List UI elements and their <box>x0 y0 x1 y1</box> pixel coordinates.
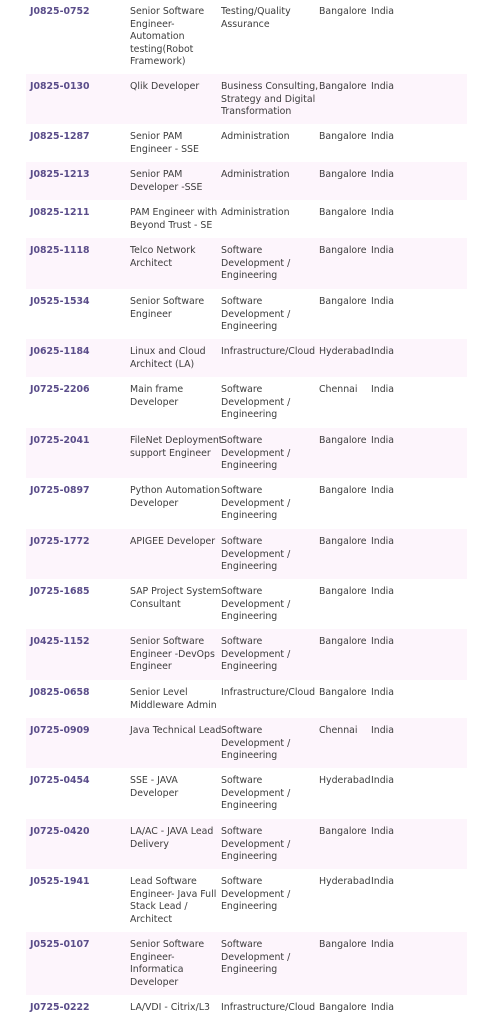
job-title <box>130 586 221 611</box>
job-id-link[interactable]: J0725-2041 <box>30 435 90 446</box>
job-category-line: Software <box>221 725 263 736</box>
job-id-link[interactable]: J0825-1118 <box>30 245 90 256</box>
table-row[interactable] <box>26 124 467 162</box>
job-title-line: Linux and Cloud <box>130 346 206 357</box>
table-row[interactable] <box>26 162 467 200</box>
job-title <box>130 876 216 926</box>
job-title-line: LA/AC - JAVA Lead <box>130 826 214 837</box>
job-category-line: Engineering <box>221 851 278 863</box>
table-row[interactable] <box>26 995 467 1024</box>
job-title-line: Engineer- <box>130 951 175 963</box>
job-id-link[interactable]: J0825-1213 <box>30 169 90 180</box>
job-category-line: Engineering <box>221 901 278 913</box>
job-city: Bangalore <box>319 636 367 647</box>
job-title-line: Java Technical Lead <box>130 725 222 736</box>
job-title-line: SSE - JAVA <box>130 775 178 786</box>
job-country: India <box>371 6 395 17</box>
job-title <box>130 346 206 371</box>
job-category <box>221 485 290 523</box>
job-country: India <box>371 207 395 218</box>
job-title-line: Engineer - SSE <box>130 143 199 155</box>
job-title-line: Qlik Developer <box>130 81 200 92</box>
table-row[interactable] <box>26 238 467 289</box>
job-title-line: Consultant <box>130 598 181 610</box>
job-category <box>221 435 290 473</box>
table-row[interactable] <box>26 932 467 995</box>
job-id-link[interactable]: J0725-0909 <box>30 725 90 736</box>
job-category-line: Development / <box>221 787 291 799</box>
table-row[interactable] <box>26 768 467 819</box>
job-title-line: PAM Engineer with <box>130 207 218 218</box>
job-category <box>221 296 290 334</box>
job-category-line: Engineering <box>221 964 278 976</box>
job-title <box>130 536 215 549</box>
job-title-line: Informatica <box>130 964 184 976</box>
job-title-line: Senior PAM <box>130 131 183 142</box>
job-title-line: Beyond Trust - SE <box>130 219 213 231</box>
job-id-link[interactable]: J0725-1685 <box>30 586 90 597</box>
job-category <box>221 687 315 700</box>
job-country: India <box>371 536 395 547</box>
job-title <box>130 826 213 851</box>
job-category-line: Development / <box>221 951 291 963</box>
job-title <box>130 245 196 270</box>
job-title-line: Delivery <box>130 838 169 850</box>
job-id-link[interactable]: J0825-0658 <box>30 687 90 698</box>
job-city: Bangalore <box>319 6 367 17</box>
table-row[interactable] <box>26 869 467 932</box>
table-row[interactable] <box>26 377 467 428</box>
job-title-line: Stack Lead / <box>130 901 188 913</box>
job-city: Bangalore <box>319 245 367 256</box>
job-category-line: Software <box>221 826 263 837</box>
job-city: Bangalore <box>319 131 367 142</box>
job-city: Bangalore <box>319 536 367 547</box>
job-city: Bangalore <box>319 81 367 92</box>
job-title <box>130 296 204 321</box>
job-category-line: Development / <box>221 257 291 269</box>
job-category-line: Software <box>221 939 263 950</box>
table-row[interactable] <box>26 680 467 718</box>
job-id-link[interactable]: J0825-1287 <box>30 131 90 142</box>
job-id-link[interactable]: J0625-1184 <box>30 346 90 357</box>
job-title-line: Senior PAM <box>130 169 183 180</box>
job-country: India <box>371 81 395 92</box>
job-country: India <box>371 876 395 887</box>
job-title-line: Python Automation <box>130 485 221 496</box>
job-id-link[interactable]: J0725-1772 <box>30 536 90 547</box>
job-country: India <box>371 131 395 142</box>
job-category-line: Software <box>221 636 263 647</box>
job-title <box>130 169 202 194</box>
job-category-line: Administration <box>221 207 290 218</box>
job-category <box>221 939 290 977</box>
job-city: Bangalore <box>319 687 367 698</box>
job-category-line: Software <box>221 296 263 307</box>
table-row[interactable] <box>26 200 467 238</box>
job-title <box>130 687 217 712</box>
job-category <box>221 81 318 119</box>
job-title <box>130 207 217 232</box>
job-category <box>221 1002 315 1015</box>
job-title-line: Senior Software <box>130 636 205 647</box>
table-row[interactable] <box>26 819 467 869</box>
job-id-link[interactable]: J0825-0752 <box>30 6 90 17</box>
job-category <box>221 586 290 624</box>
job-title-line: Engineer <box>130 308 172 320</box>
job-category-line: Development / <box>221 548 291 560</box>
job-title-line: Senior Software <box>130 6 205 17</box>
job-category-line: Software <box>221 435 263 446</box>
job-title-line: Telco Network <box>130 245 196 256</box>
job-city: Hyderabad <box>319 876 371 887</box>
job-category-line: Engineering <box>221 270 278 282</box>
job-city: Hyderabad <box>319 775 371 786</box>
job-country: India <box>371 687 395 698</box>
job-city: Chennai <box>319 384 358 395</box>
job-title <box>130 81 199 94</box>
job-country: India <box>371 826 395 837</box>
job-title <box>130 725 221 738</box>
job-category-line: Software <box>221 536 263 547</box>
job-category-line: Development / <box>221 598 291 610</box>
job-country: India <box>371 775 395 786</box>
job-category-line: Software <box>221 384 263 395</box>
table-row[interactable] <box>26 0 467 74</box>
job-title-line: Main frame <box>130 384 184 395</box>
table-row[interactable] <box>26 289 467 339</box>
job-title-line: Automation <box>130 31 185 43</box>
job-city: Bangalore <box>319 939 367 950</box>
job-category-line: Software <box>221 485 263 496</box>
job-category <box>221 245 290 283</box>
job-city: Bangalore <box>319 485 367 496</box>
job-id-link[interactable]: J0525-1941 <box>30 876 90 887</box>
job-title-line: Developer <box>130 396 179 408</box>
job-category-line: Development / <box>221 447 291 459</box>
job-city: Bangalore <box>319 1002 367 1013</box>
job-id-link[interactable]: J0825-0130 <box>30 81 90 92</box>
job-country: India <box>371 384 395 395</box>
job-title <box>130 939 204 989</box>
job-country: India <box>371 586 395 597</box>
job-country: India <box>371 296 395 307</box>
job-title-line: Engineer -DevOps <box>130 648 215 660</box>
job-title-line: Senior Software <box>130 939 205 950</box>
job-city: Bangalore <box>319 435 367 446</box>
table-row[interactable] <box>26 529 467 579</box>
job-category-line: Development / <box>221 888 291 900</box>
job-city: Chennai <box>319 725 358 736</box>
job-category <box>221 131 290 144</box>
job-category-line: Engineering <box>221 409 278 421</box>
table-row[interactable] <box>26 579 467 629</box>
job-title <box>130 6 204 69</box>
job-category <box>221 169 290 182</box>
job-country: India <box>371 346 395 357</box>
job-city: Bangalore <box>319 207 367 218</box>
table-row[interactable] <box>26 74 467 124</box>
job-title-line: Engineer <box>130 661 172 673</box>
job-country: India <box>371 939 395 950</box>
job-country: India <box>371 636 395 647</box>
job-city: Bangalore <box>319 826 367 837</box>
job-title-line: Engineer- Java Full <box>130 888 217 900</box>
job-category <box>221 725 290 763</box>
job-id-link[interactable]: J0525-0107 <box>30 939 90 950</box>
job-category-line: Software <box>221 775 263 786</box>
job-category-line: Software <box>221 876 263 887</box>
job-country: India <box>371 1002 395 1013</box>
job-category-line: Development / <box>221 838 291 850</box>
job-title-line: Architect <box>130 913 173 925</box>
job-category-line: Strategy and Digital <box>221 93 316 105</box>
job-category-line: Engineering <box>221 321 278 333</box>
job-title-line: Senior Software <box>130 296 205 307</box>
job-category-line: Development / <box>221 497 291 509</box>
job-category-line: Transformation <box>221 106 292 118</box>
job-category-line: Development / <box>221 396 291 408</box>
job-category-line: Software <box>221 245 263 256</box>
job-country: India <box>371 435 395 446</box>
job-category-line: Engineering <box>221 661 278 673</box>
job-category-line: Infrastructure/Cloud <box>221 346 316 357</box>
job-id-link[interactable]: J0725-2206 <box>30 384 90 395</box>
job-category <box>221 775 290 813</box>
job-title-line: Developer -SSE <box>130 181 203 193</box>
job-category-line: Testing/Quality <box>221 6 291 17</box>
job-category-line: Engineering <box>221 750 278 762</box>
job-category-line: Engineering <box>221 460 278 472</box>
job-category-line: Engineering <box>221 611 278 623</box>
job-category <box>221 876 290 914</box>
job-title <box>130 131 199 156</box>
table-row[interactable] <box>26 629 467 680</box>
job-id-link[interactable]: J0825-1211 <box>30 207 90 218</box>
job-city: Hyderabad <box>319 346 371 357</box>
job-city: Bangalore <box>319 169 367 180</box>
job-title-line: Architect <box>130 257 173 269</box>
job-title-line: SAP Project System <box>130 586 222 597</box>
job-title-line: APIGEE Developer <box>130 536 216 547</box>
job-title <box>130 384 183 409</box>
job-category-line: Business Consulting, <box>221 81 319 92</box>
job-title <box>130 485 220 510</box>
job-title-line: Lead Software <box>130 876 197 887</box>
job-title <box>130 435 222 460</box>
job-title-line: testing(Robot <box>130 43 194 55</box>
job-title-line: Senior Level <box>130 687 188 698</box>
table-row[interactable] <box>26 339 467 377</box>
job-title-line: LA/VDI - Citrix/L3 <box>130 1002 210 1013</box>
job-category-line: Administration <box>221 169 290 180</box>
job-category-line: Engineering <box>221 561 278 573</box>
job-category <box>221 636 290 674</box>
job-category-line: Administration <box>221 131 290 142</box>
job-id-link[interactable]: J0725-0897 <box>30 485 90 496</box>
table-row[interactable] <box>26 428 467 478</box>
job-title <box>130 636 215 674</box>
job-category <box>221 6 291 31</box>
job-category-line: Assurance <box>221 18 270 30</box>
job-title-line: Middleware Admin <box>130 699 217 711</box>
job-title-line: Developer <box>130 787 179 799</box>
table-row[interactable] <box>26 718 467 768</box>
job-country: India <box>371 169 395 180</box>
job-city: Bangalore <box>319 586 367 597</box>
job-category-line: Engineering <box>221 800 278 812</box>
job-category-line: Infrastructure/Cloud <box>221 1002 316 1013</box>
job-category <box>221 384 290 422</box>
job-category-line: Development / <box>221 648 291 660</box>
job-category <box>221 346 315 359</box>
job-title-line: FileNet Deployment <box>130 435 223 446</box>
job-id-link[interactable]: J0525-1534 <box>30 296 90 307</box>
job-country: India <box>371 725 395 736</box>
job-title-line: Framework) <box>130 56 186 68</box>
job-title <box>130 775 178 800</box>
job-category <box>221 826 290 864</box>
job-category-line: Software <box>221 586 263 597</box>
job-title <box>130 1002 210 1015</box>
job-title-line: support Engineer <box>130 447 211 459</box>
job-id-link[interactable]: J0725-0222 <box>30 1002 90 1013</box>
job-city: Bangalore <box>319 296 367 307</box>
job-title-line: Architect (LA) <box>130 358 195 370</box>
job-category <box>221 536 290 574</box>
job-country: India <box>371 485 395 496</box>
job-category-line: Development / <box>221 737 291 749</box>
job-category-line: Infrastructure/Cloud <box>221 687 316 698</box>
job-category-line: Engineering <box>221 510 278 522</box>
job-title-line: Developer <box>130 497 179 509</box>
job-country: India <box>371 245 395 256</box>
job-category <box>221 207 290 220</box>
job-title-line: Developer <box>130 976 179 988</box>
job-category-line: Development / <box>221 308 291 320</box>
table-row[interactable] <box>26 478 467 529</box>
job-id-link[interactable]: J0725-0454 <box>30 775 90 786</box>
job-title-line: Engineer- <box>130 18 175 30</box>
job-id-link[interactable]: J0725-0420 <box>30 826 90 837</box>
job-id-link[interactable]: J0425-1152 <box>30 636 90 647</box>
